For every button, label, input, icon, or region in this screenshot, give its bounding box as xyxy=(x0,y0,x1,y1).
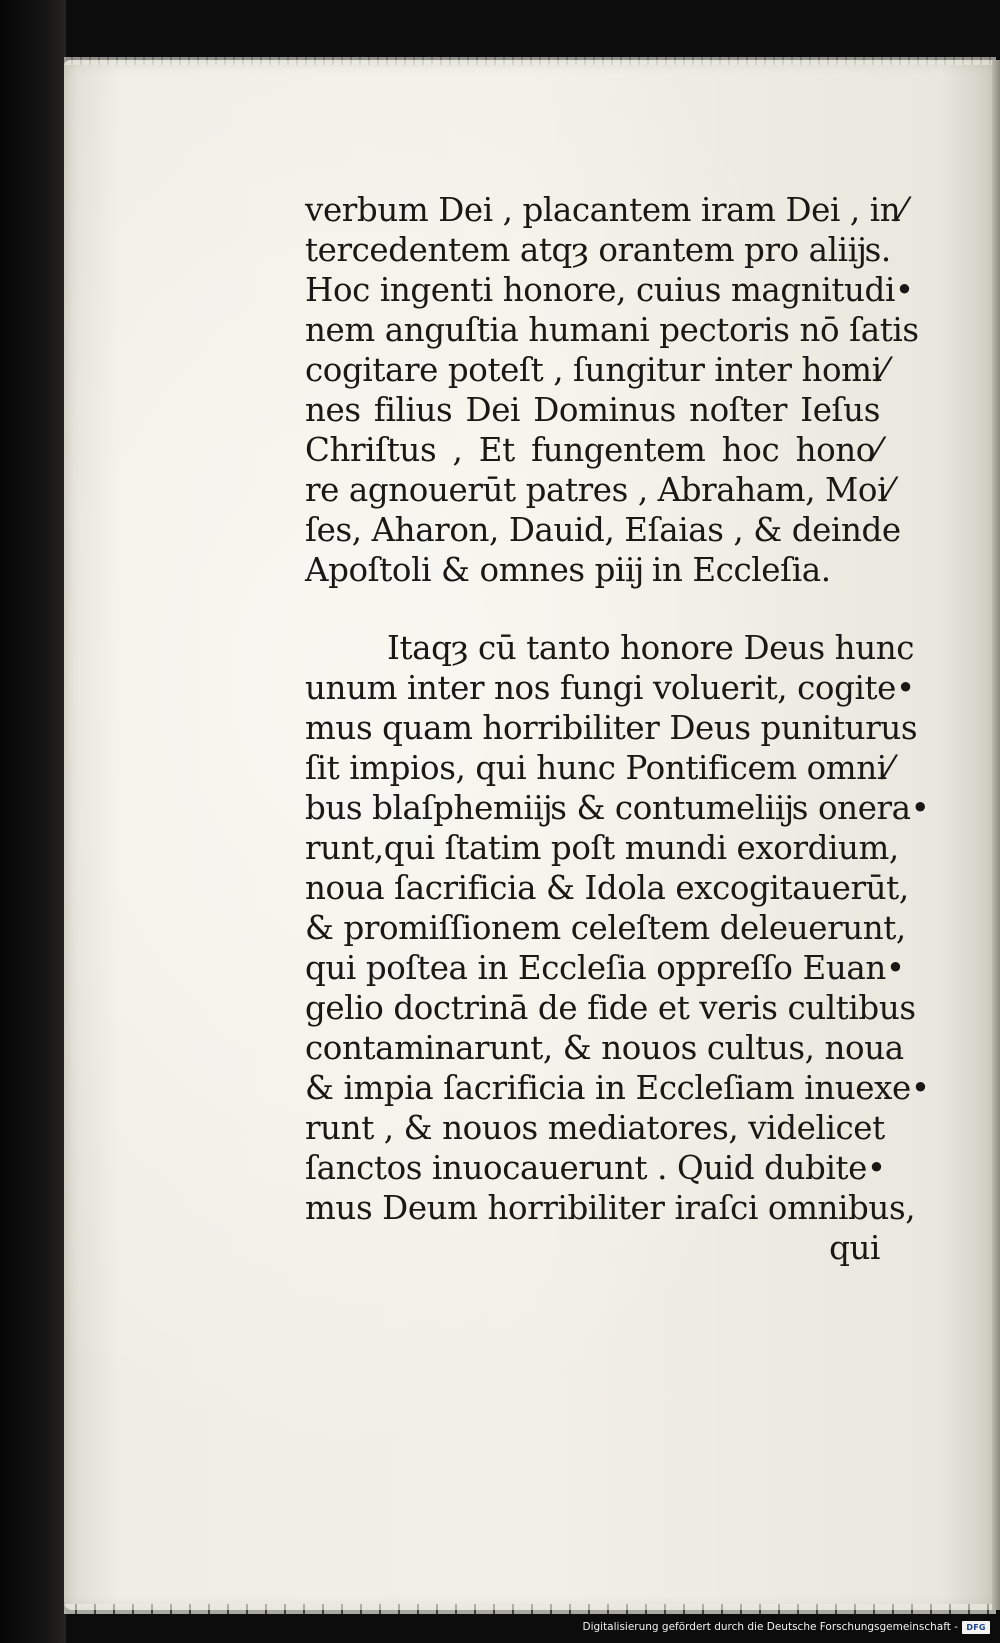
text-line: mus Deum horribiliter iraſci omnibus, xyxy=(305,1189,916,1227)
text-line: runt,qui ſtatim poſt mundi exordium, xyxy=(305,829,899,867)
text-line: gelio doctrinā de fide et veris cultibus xyxy=(305,989,916,1027)
digitization-credit xyxy=(582,1617,990,1637)
page-right-edge xyxy=(992,60,1000,1610)
credit-text: Digitalisierung gefördert durch die Deutsche Forschungsgemeinschaft - xyxy=(582,1621,958,1633)
paragraph-1 xyxy=(305,190,919,590)
page-text xyxy=(305,190,930,1268)
text-line: nem anguſtia humani pectoris nō ſatis xyxy=(305,311,919,349)
text-line: contaminarunt, & nouos cultus, noua xyxy=(305,1029,904,1067)
text-line: & promiſſionem celeſtem deleuerunt, xyxy=(305,909,906,947)
text-line: nes filius Dei Dominus noſter Ieſus xyxy=(305,391,880,429)
text-line: ſes, Aharon, Dauid, Eſaias , & deinde xyxy=(305,511,901,549)
text-line: cogitare poteſt , ſungitur inter homi⁄ xyxy=(305,351,887,389)
text-line: noua ſacrificia & Idola excogitauerūt, xyxy=(305,869,909,907)
text-line: Apoſtoli & omnes piĳ in Eccleſia. xyxy=(305,551,831,589)
text-line: tercedentem atqȝ orantem pro aliĳs. xyxy=(305,231,891,269)
text-line: verbum Dei , placantem iram Dei , in⁄ xyxy=(305,191,906,229)
text-line: mus quam horribiliter Deus puniturus xyxy=(305,709,918,747)
text-line: unum inter nos fungi voluerit, cogite• xyxy=(305,669,915,707)
text-line: ſanctos inuocauerunt . Quid dubite• xyxy=(305,1149,886,1187)
text-line: bus blaſphemiĳs & contumeliĳs onera• xyxy=(305,789,930,827)
paragraph-2 xyxy=(305,628,930,1228)
text-line: ſit impios, qui hunc Pontificem omni⁄ xyxy=(305,749,892,787)
text-line: Chriſtus , Et fungentem hoc hono⁄ xyxy=(305,431,880,469)
text-line: Hoc ingenti honore, cuius magnitudi• xyxy=(305,271,914,309)
dfg-logo: DFG xyxy=(962,1621,990,1634)
text-line: qui poſtea in Eccleſia oppreſſo Euan• xyxy=(305,949,905,987)
text-line: Itaqȝ cū tanto honore Deus hunc xyxy=(387,629,915,667)
text-line: runt , & nouos mediatores, videlicet xyxy=(305,1109,885,1147)
text-line: re agnouerūt patres , Abraham, Moi⁄ xyxy=(305,471,893,509)
catchword: qui xyxy=(829,1229,880,1267)
paragraph-gap xyxy=(305,590,880,628)
text-line: & impia ſacrificia in Eccleſiam inuexe• xyxy=(305,1069,930,1107)
book-gutter-shadow xyxy=(0,0,66,1643)
